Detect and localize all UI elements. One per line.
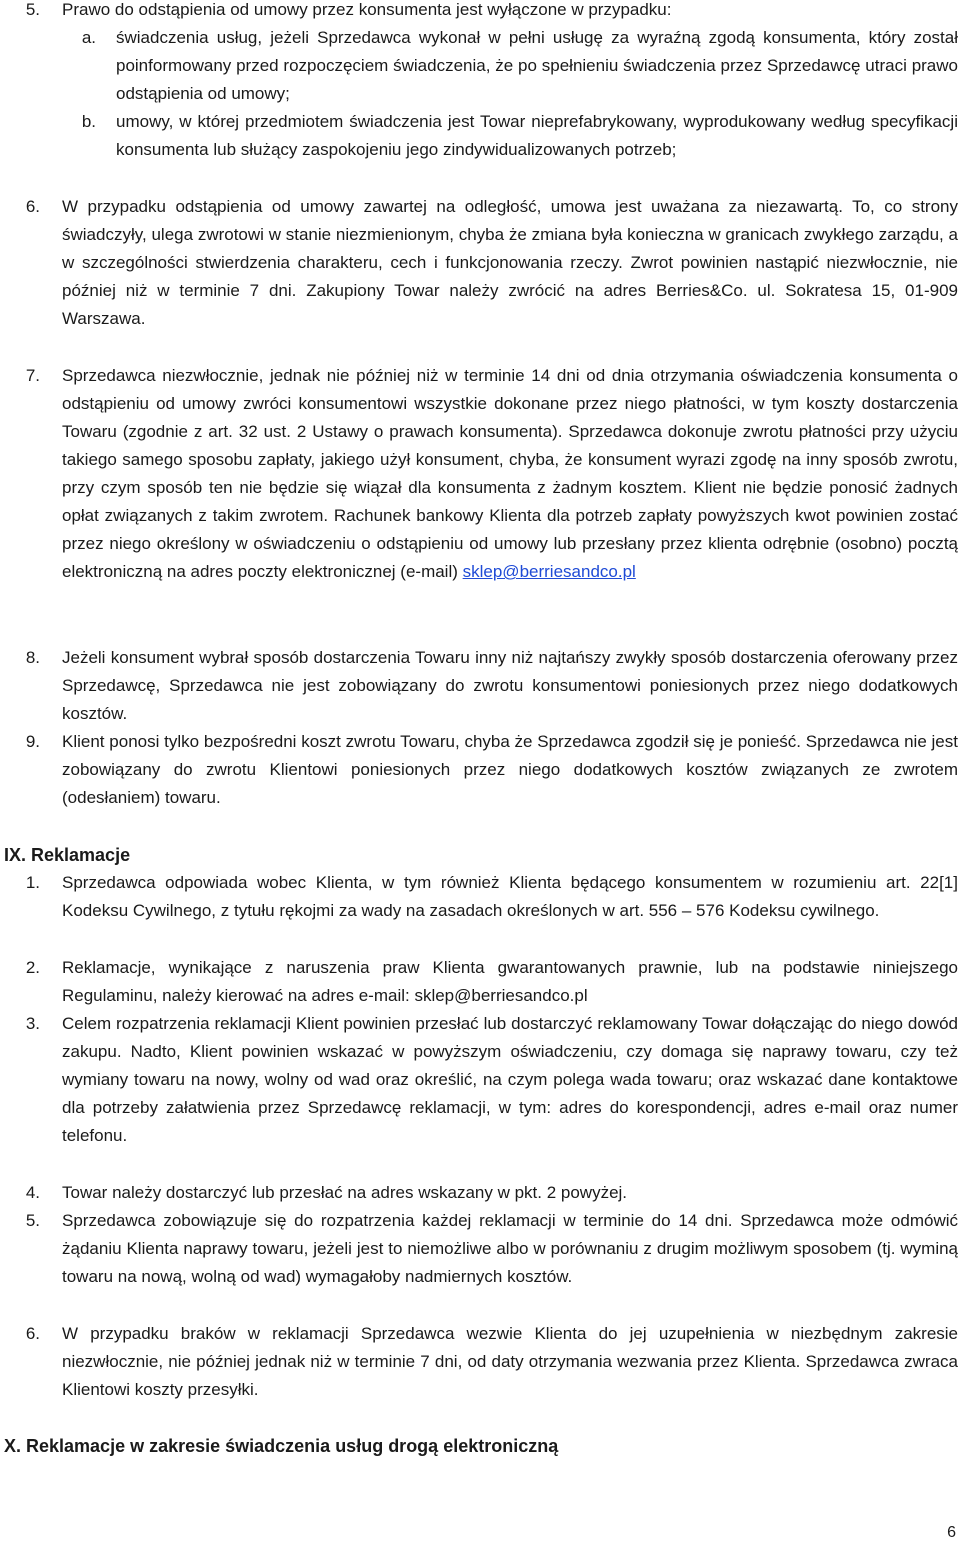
list-number: 4. (25, 1183, 40, 1202)
list-text: W przypadku braków w reklamacji Sprzedawca wezwie Klienta do jej uzupełnienia w niezbędnym zakresie niezwłocznie, nie później jednak niż w terminie 7 dni, od daty otrzymania wezwania przez Klienta. Sprzedawca zwraca Klientowi koszty przesyłki. (62, 1324, 958, 1399)
list-number: 9. (25, 732, 40, 751)
list-text: Towar należy dostarczyć lub przesłać na adres wskazany w pkt. 2 powyżej. (62, 1183, 628, 1202)
list-text: Celem rozpatrzenia reklamacji Klient powinien przesłać lub dostarczyć reklamowany Towar dołączając do niego dowód zakupu. Nadto, Klient powinien wskazać w powyższym oświadczeniu, czy domaga się naprawy towaru, czy też wymiany towaru na nowy, wolny od wad oraz określić, na czym polega wada towaru; oraz wskazać dane kontaktowe dla potrzeby załatwienia przez Sprzedawcę reklamacji, w tym: adres do korespondencji, adres e-mail oraz numer telefonu. (62, 1014, 958, 1145)
list-text: umowy, w której przedmiotem świadczenia jest Towar nieprefabrykowany, wyprodukowany według specyfikacji konsumenta lub służący zaspokojeniu jego zindywidualizowanych potrzeb; (116, 112, 958, 159)
list-number: a. (81, 28, 96, 47)
list-number: 5. (25, 0, 40, 19)
list-text: Prawo do odstąpienia od umowy przez konsumenta jest wyłączone w przypadku: (62, 0, 672, 19)
list-number: 7. (25, 366, 40, 385)
list-text: Reklamacje, wynikające z naruszenia praw Klienta gwarantowanych prawnie, lub na podstawie niniejszego Regulaminu, należy kierować na adres e-mail: sklep@berriesandco.pl (62, 958, 958, 1005)
list-text: świadczenia usług, jeżeli Sprzedawca wykonał w pełni usługę za wyraźną zgodą konsumenta, który został poinformowany przed rozpoczęciem świadczenia, że po spełnieniu świadczenia przez Sprzedawcę utraci prawo odstąpienia od umowy; (116, 28, 958, 103)
list-number: 6. (25, 1324, 40, 1343)
list-text: Klient ponosi tylko bezpośredni koszt zwrotu Towaru, chyba że Sprzedawca zgodził się je ponieść. Sprzedawca nie jest zobowiązany do zwrotu Klientowi poniesionych przez niego dodatkowych kosztów związanych ze zwrotem (odesłaniem) towaru. (62, 732, 958, 807)
list-text: W przypadku odstąpienia od umowy zawartej na odległość, umowa jest uważana za niezawartą. To, co strony świadczyły, ulega zwrotowi w stanie niezmienionym, chyba że zmiana była konieczna w granicach zwykłego zarządu, a w szczególności stwierdzenia charakteru, cech i funkcjonowania rzeczy. Zwrot powinien nastąpić niezwłocznie, nie później niż w terminie 7 dni. Zakupiony Towar należy zwrócić na adres Berries&Co. ul. Sokratesa 15, 01-909 Warszawa. (62, 197, 958, 328)
list-text (62, 362, 958, 586)
list-text: Sprzedawca zobowiązuje się do rozpatrzenia każdej reklamacji w terminie do 14 dni. Sprzedawca może odmówić żądaniu Klienta naprawy towaru, jeżeli jest to niemożliwe albo w porównaniu z drugim możliwym sposobem (tj. wyminą towaru na nową, wolną od wad) wymagałoby nadmiernych kosztów. (62, 1211, 958, 1286)
list-number: 2. (25, 958, 40, 977)
list-number: 8. (25, 648, 40, 667)
list-number: 5. (25, 1211, 40, 1230)
item-7-text: Sprzedawca niezwłocznie, jednak nie później niż w terminie 14 dni od dnia otrzymania oświadczenia konsumenta o odstąpieniu od umowy zwróci konsumentowi wszystkie dokonane przez niego płatności, w tym koszty dostarczenia Towaru (zgodnie z art. 32 ust. 2 Ustawy o prawach konsumenta). Sprzedawca dokonuje zwrotu płatności przy użyciu takiego samego sposobu zapłaty, jakiego użył konsument, chyba, że konsument wyrazi zgodę na inny sposób zwrotu, przy czym sposób ten nie będzie się wiązał dla konsumenta z żadnym kosztem. Klient nie będzie ponosić żadnych opłat związanych z takim zwrotem. Rachunek bankowy Klienta dla potrzeb zapłaty powyższych kwot powinien zostać przez niego określony w oświadczeniu o odstąpieniu od umowy lub przesłany przez klienta odrębnie (osobno) pocztą elektroniczną na adres poczty elektronicznej (e-mail) (62, 366, 958, 581)
email-link[interactable]: sklep@berriesandco.pl (462, 562, 636, 581)
list-number: 1. (25, 873, 40, 892)
list-number: 6. (25, 197, 40, 216)
list-text: Jeżeli konsument wybrał sposób dostarczenia Towaru inny niż najtańszy zwykły sposób dostarczenia oferowany przez Sprzedawcę, Sprzedawca nie jest zobowiązany do zwrotu konsumentowi poniesionych przez niego dodatkowych kosztów. (62, 648, 958, 723)
list-text: Sprzedawca odpowiada wobec Klienta, w tym również Klienta będącego konsumentem w rozumieniu art. 22[1] Kodeksu Cywilnego, z tytułu rękojmi za wady na zasadach określonych w art. 556 – 576 Kodeksu cywilnego. (62, 873, 958, 920)
section-heading-ix: IX. Reklamacje (4, 845, 131, 865)
page-number: 6 (947, 1524, 956, 1541)
section-heading-x: X. Reklamacje w zakresie świadczenia usług drogą elektroniczną (4, 1436, 559, 1456)
list-number: 3. (25, 1014, 40, 1033)
list-number: b. (81, 112, 96, 131)
